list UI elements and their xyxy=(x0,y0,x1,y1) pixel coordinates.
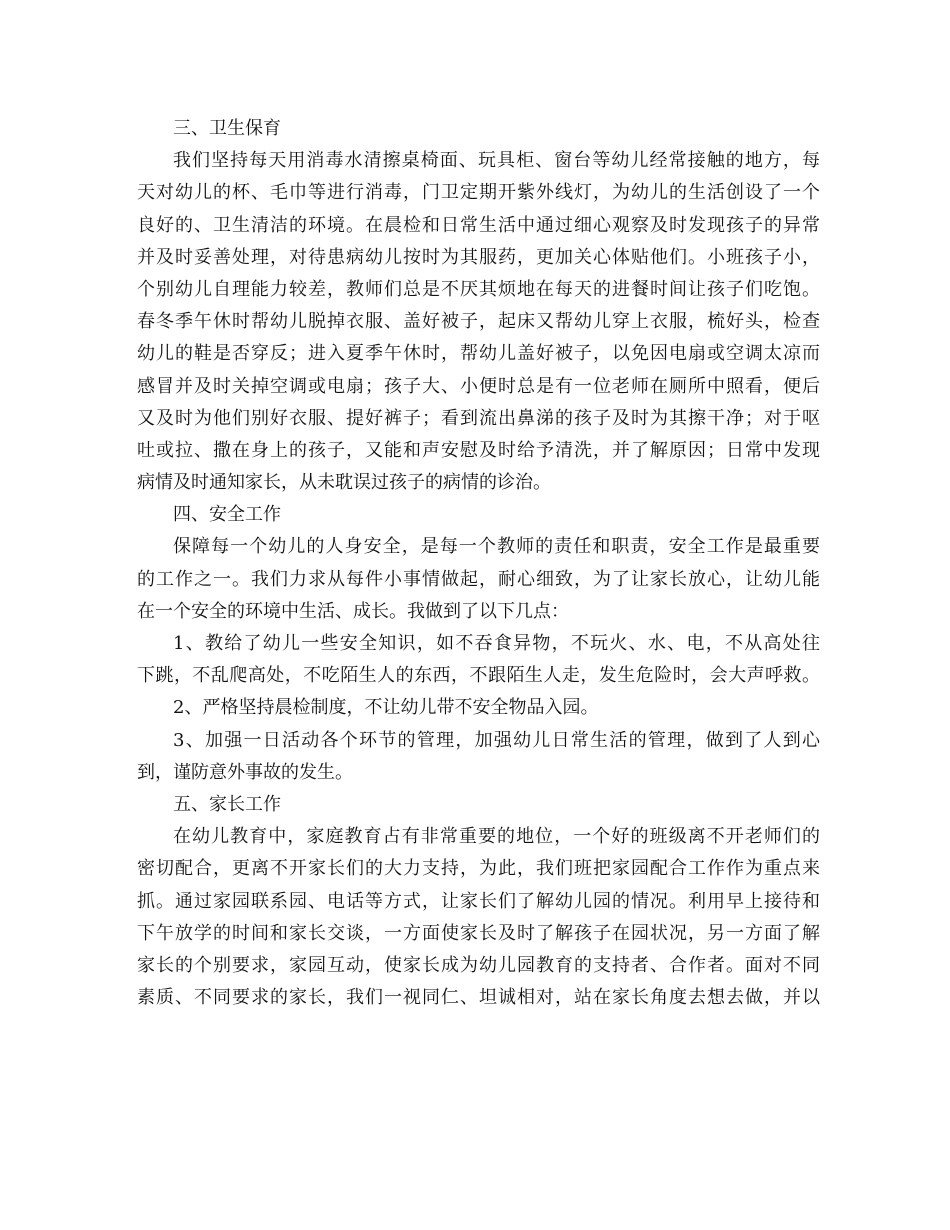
text-line: 2、严格坚持晨检制度，不让幼儿带不安全物品入园。 xyxy=(173,697,599,719)
text-line: 的工作之一。我们力求从每件小事情做起，耐心细致，为了让家长放心，让幼儿能 xyxy=(137,568,820,590)
text-line: 吐或拉、撒在身上的孩子，又能和声安慰及时给予清洗，并了解原因；日常中发现 xyxy=(137,439,820,461)
section-heading: 三、卫生保育 xyxy=(173,118,281,139)
text-line: 素质、不同要求的家长，我们一视同仁、坦诚相对，站在家长角度去想去做，并以 xyxy=(137,987,820,1009)
text-line: 良好的、卫生清洁的环境。在晨检和日常生活中通过细心观察及时发现孩子的异常 xyxy=(137,214,820,236)
text-line: 在幼儿教育中，家庭教育占有非常重要的地位，一个好的班级离不开老师们的 xyxy=(173,826,820,848)
document-page xyxy=(137,113,820,1014)
text-line: 春冬季午休时帮幼儿脱掉衣服、盖好被子，起床又帮幼儿穿上衣服，梳好头，检查 xyxy=(137,311,820,333)
text-line: 家长的个别要求，家园互动，使家长成为幼儿园教育的支持者、合作者。面对不同 xyxy=(137,954,820,976)
text-line: 幼儿的鞋是否穿反；进入夏季午休时，帮幼儿盖好被子，以免因电扇或空调太凉而 xyxy=(137,343,820,365)
text-line: 病情及时通知家长，从未耽误过孩子的病情的诊治。 xyxy=(137,472,551,494)
text-line: 下午放学的时间和家长交谈，一方面使家长及时了解孩子在园状况，另一方面了解 xyxy=(137,922,820,944)
list-item xyxy=(137,692,820,724)
section-heading: 五、家长工作 xyxy=(173,793,281,815)
text-line: 1、教给了幼儿一些安全知识，如不吞食异物，不玩火、水、电，不从高处往 xyxy=(173,633,820,654)
text-line: 我们坚持每天用消毒水清擦桌椅面、玩具柜、窗台等幼儿经常接触的地方，每 xyxy=(173,150,820,172)
text-line: 个别幼儿自理能力较差，教师们总是不厌其烦地在每天的进餐时间让孩子们吃饱。 xyxy=(137,278,820,300)
text-line: 在一个安全的环境中生活、成长。我做到了以下几点： xyxy=(137,600,569,622)
text-line: 感冒并及时关掉空调或电扇；孩子大、小便时总是有一位老师在厕所中照看，便后 xyxy=(137,375,820,397)
text-line: 到，谨防意外事故的发生。 xyxy=(137,761,353,783)
list-item xyxy=(137,628,820,692)
text-line: 天对幼儿的杯、毛巾等进行消毒，门卫定期开紫外线灯，为幼儿的生活创设了一个 xyxy=(137,182,820,204)
text-line: 保障每一个幼儿的人身安全，是每一个教师的责任和职责，安全工作是最重要 xyxy=(173,536,820,558)
text-line: 又及时为他们别好衣服、提好裤子；看到流出鼻涕的孩子及时为其擦干净；对于呕 xyxy=(137,407,820,429)
section-heading: 四、安全工作 xyxy=(173,504,281,526)
list-item xyxy=(137,725,820,789)
paragraph xyxy=(137,821,820,1014)
paragraph xyxy=(137,531,820,628)
text-line: 并及时妥善处理，对待患病幼儿按时为其服药，更加关心体贴他们。小班孩子小， xyxy=(137,246,820,268)
text-line: 密切配合，更离不开家长们的大力支持，为此，我们班把家园配合工作作为重点来 xyxy=(137,858,820,880)
text-line: 下跳，不乱爬高处，不吃陌生人的东西，不跟陌生人走，发生危险时，会大声呼救。 xyxy=(137,665,820,687)
paragraph xyxy=(137,145,820,499)
text-line: 3、加强一日活动各个环节的管理，加强幼儿日常生活的管理，做到了人到心 xyxy=(173,729,820,751)
text-line: 抓。通过家园联系园、电话等方式，让家长们了解幼儿园的情况。利用早上接待和 xyxy=(137,890,820,912)
